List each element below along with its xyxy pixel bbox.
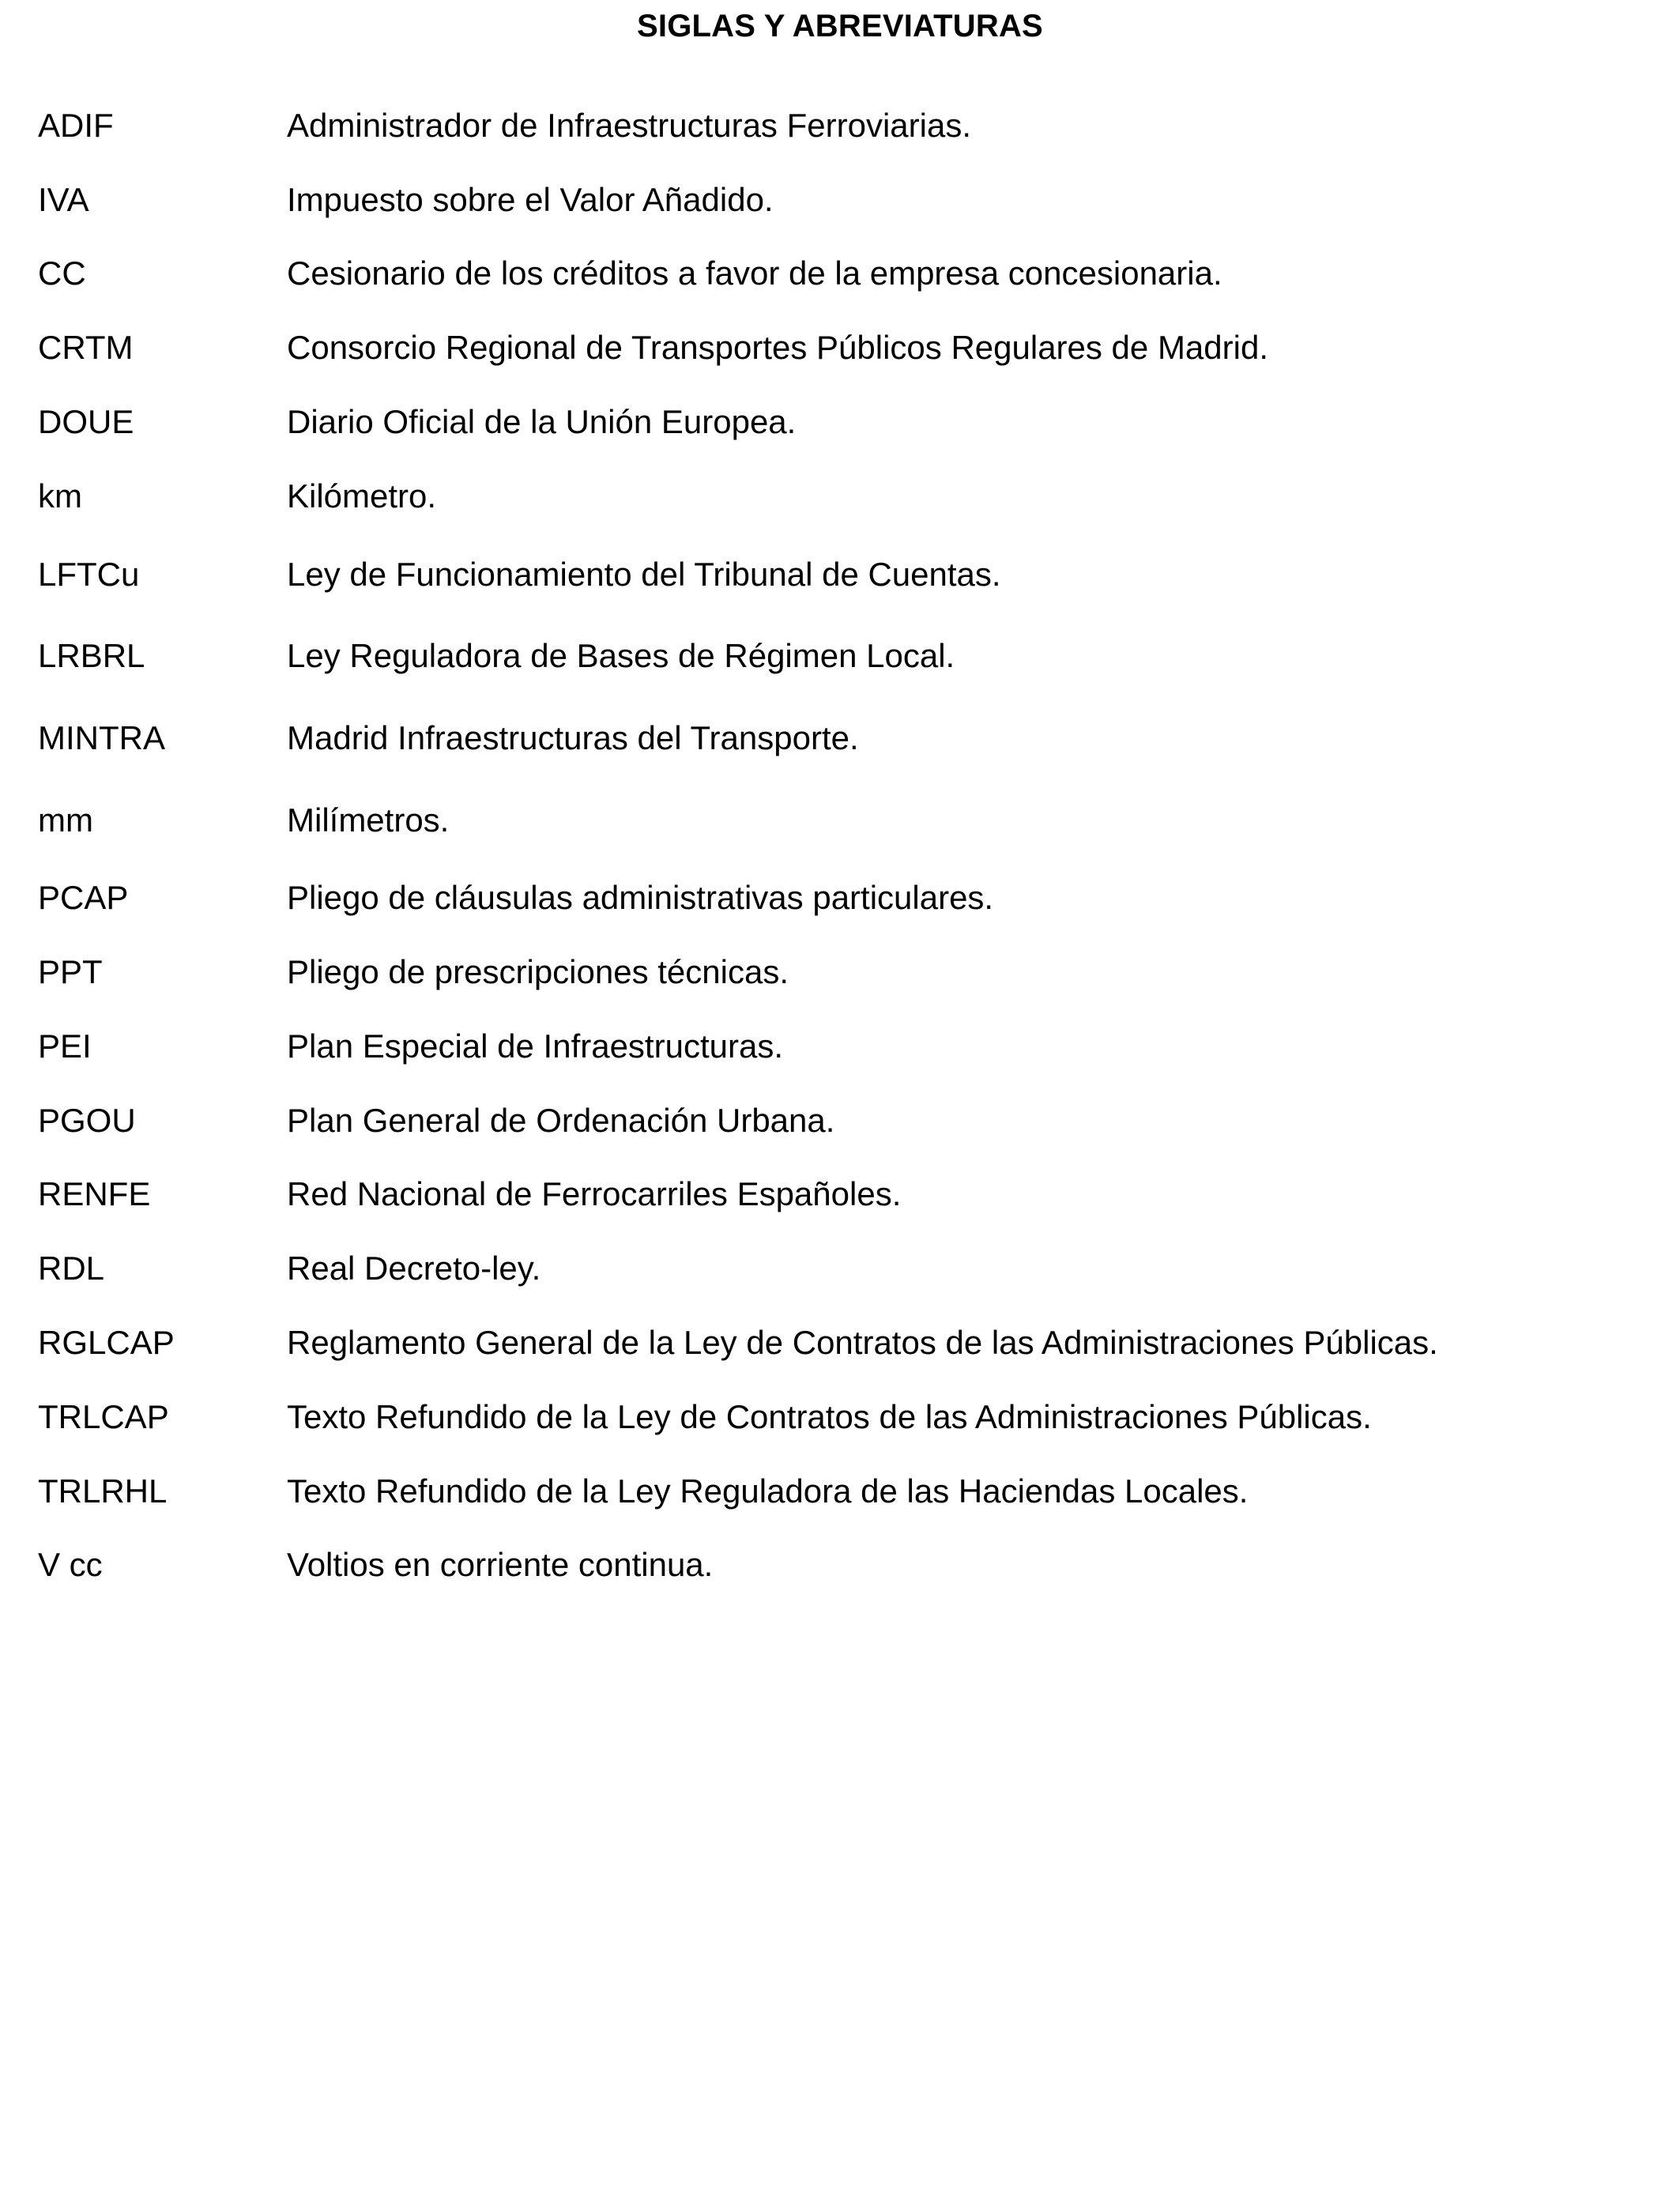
abbreviation-term: mm bbox=[38, 801, 93, 839]
abbreviation-term: CRTM bbox=[38, 329, 134, 366]
abbreviation-term: RGLCAP bbox=[38, 1324, 175, 1361]
abbreviation-term: TRLCAP bbox=[38, 1398, 169, 1435]
abbreviation-entry bbox=[0, 1393, 1680, 1441]
abbreviation-definition: Reglamento General de la Ley de Contratos de las Administraciones Públicas. bbox=[287, 1324, 1438, 1361]
abbreviation-term: RDL bbox=[38, 1250, 105, 1287]
abbreviation-entry bbox=[0, 176, 1680, 224]
abbreviation-term: CC bbox=[38, 254, 86, 292]
abbreviation-entry bbox=[0, 1097, 1680, 1144]
abbreviation-definition: Ley Reguladora de Bases de Régimen Local. bbox=[287, 637, 955, 674]
abbreviation-term: V cc bbox=[38, 1546, 103, 1583]
abbreviation-definition: Plan Especial de Infraestructuras. bbox=[287, 1027, 783, 1065]
abbreviation-term: DOUE bbox=[38, 403, 134, 440]
abbreviation-entry bbox=[0, 1468, 1680, 1515]
abbreviation-term: PCAP bbox=[38, 879, 129, 916]
abbreviation-definition: Impuesto sobre el Valor Añadido. bbox=[287, 181, 774, 218]
abbreviation-entry bbox=[0, 102, 1680, 149]
abbreviation-definition: Madrid Infraestructuras del Transporte. bbox=[287, 719, 859, 756]
abbreviation-definition: Voltios en corriente continua. bbox=[287, 1546, 714, 1583]
abbreviation-definition: Consorcio Regional de Transportes Públicos Regulares de Madrid. bbox=[287, 329, 1268, 366]
abbreviation-definition: Cesionario de los créditos a favor de la empresa concesionaria. bbox=[287, 254, 1222, 292]
abbreviation-term: IVA bbox=[38, 181, 89, 218]
abbreviation-entry bbox=[0, 1245, 1680, 1292]
abbreviation-entry bbox=[0, 250, 1680, 297]
abbreviation-term: PPT bbox=[38, 953, 103, 990]
abbreviation-entry bbox=[0, 1171, 1680, 1218]
abbreviation-entry bbox=[0, 632, 1680, 680]
abbreviation-entry bbox=[0, 473, 1680, 520]
abbreviation-term: PGOU bbox=[38, 1102, 136, 1139]
abbreviation-definition: Milímetros. bbox=[287, 801, 450, 839]
abbreviation-entry bbox=[0, 714, 1680, 762]
abbreviation-entry bbox=[0, 1319, 1680, 1367]
abbreviation-term: PEI bbox=[38, 1027, 92, 1065]
abbreviation-term: km bbox=[38, 477, 82, 515]
abbreviation-definition: Red Nacional de Ferrocarriles Españoles. bbox=[287, 1175, 902, 1212]
abbreviation-definition: Pliego de prescripciones técnicas. bbox=[287, 953, 789, 990]
abbreviation-term: RENFE bbox=[38, 1175, 151, 1212]
abbreviation-definition: Administrador de Infraestructuras Ferroviarias. bbox=[287, 107, 971, 144]
abbreviation-definition: Ley de Funcionamiento del Tribunal de Cuentas. bbox=[287, 556, 1001, 593]
abbreviation-definition: Diario Oficial de la Unión Europea. bbox=[287, 403, 797, 440]
abbreviation-entry bbox=[0, 874, 1680, 922]
abbreviation-term: TRLRHL bbox=[38, 1472, 168, 1510]
page-title: SIGLAS Y ABREVIATURAS bbox=[637, 9, 1043, 43]
abbreviation-entry bbox=[0, 1541, 1680, 1589]
abbreviation-entry bbox=[0, 551, 1680, 598]
abbreviation-term: LRBRL bbox=[38, 637, 145, 674]
abbreviation-definition: Pliego de cláusulas administrativas particulares. bbox=[287, 879, 994, 916]
abbreviation-entry bbox=[0, 948, 1680, 996]
abbreviation-term: ADIF bbox=[38, 107, 114, 144]
abbreviation-definition: Texto Refundido de la Ley Reguladora de las Haciendas Locales. bbox=[287, 1472, 1249, 1510]
abbreviation-entry bbox=[0, 1023, 1680, 1070]
abbreviation-definition: Kilómetro. bbox=[287, 477, 437, 515]
abbreviation-entry bbox=[0, 324, 1680, 371]
abbreviation-entry bbox=[0, 398, 1680, 446]
abbreviation-definition: Real Decreto-ley. bbox=[287, 1250, 541, 1287]
abbreviation-definition: Plan General de Ordenación Urbana. bbox=[287, 1102, 835, 1139]
abbreviation-term: LFTCu bbox=[38, 556, 140, 593]
abbreviation-definition: Texto Refundido de la Ley de Contratos de las Administraciones Públicas. bbox=[287, 1398, 1372, 1435]
abbreviation-entry bbox=[0, 797, 1680, 844]
abbreviation-term: MINTRA bbox=[38, 719, 165, 756]
